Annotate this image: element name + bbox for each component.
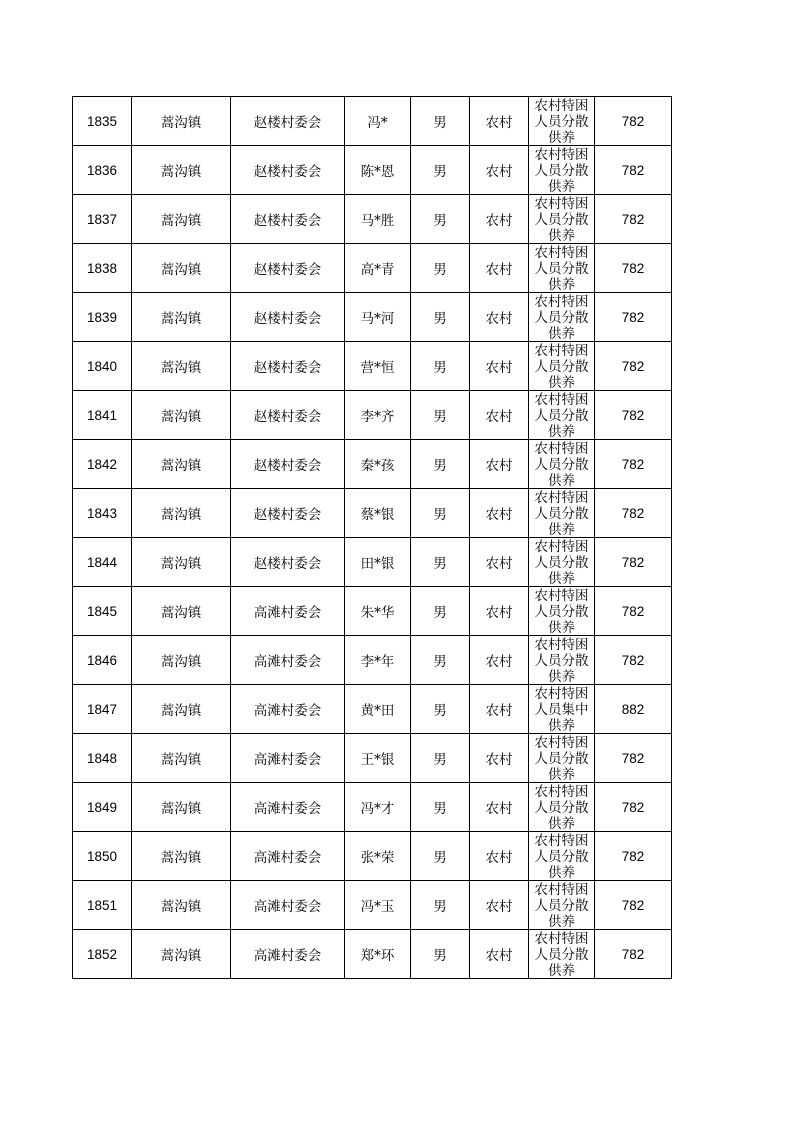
town-cell: 蒿沟镇	[132, 930, 231, 979]
village-committee-cell: 赵楼村委会	[231, 244, 345, 293]
village-committee-cell: 高滩村委会	[231, 783, 345, 832]
support-type-text: 农村特困人员分散供养	[534, 147, 589, 194]
person-name-cell: 王*银	[345, 734, 411, 783]
support-type-text: 农村特困人员分散供养	[534, 539, 589, 586]
village-committee-cell: 赵楼村委会	[231, 538, 345, 587]
gender-cell: 男	[411, 930, 470, 979]
table-row	[73, 97, 672, 146]
gender-cell: 男	[411, 832, 470, 881]
serial-number-cell: 1837	[73, 195, 132, 244]
village-committee-cell: 赵楼村委会	[231, 195, 345, 244]
person-name-cell: 秦*孩	[345, 440, 411, 489]
person-name-cell: 营*恒	[345, 342, 411, 391]
amount-cell: 782	[595, 832, 672, 881]
person-name-cell: 李*年	[345, 636, 411, 685]
table-row	[73, 783, 672, 832]
gender-cell: 男	[411, 783, 470, 832]
serial-number-cell: 1849	[73, 783, 132, 832]
town-cell: 蒿沟镇	[132, 587, 231, 636]
gender-cell: 男	[411, 440, 470, 489]
support-type-cell	[529, 342, 595, 391]
roster-body	[73, 97, 672, 979]
support-type-cell	[529, 146, 595, 195]
table-row	[73, 538, 672, 587]
town-cell: 蒿沟镇	[132, 832, 231, 881]
gender-cell: 男	[411, 489, 470, 538]
town-cell: 蒿沟镇	[132, 97, 231, 146]
table-row	[73, 930, 672, 979]
person-name-cell: 朱*华	[345, 587, 411, 636]
support-type-text: 农村特困人员分散供养	[534, 735, 589, 782]
amount-cell: 782	[595, 734, 672, 783]
support-type-cell	[529, 391, 595, 440]
support-type-text: 农村特困人员分散供养	[534, 833, 589, 880]
support-type-text: 农村特困人员分散供养	[534, 441, 589, 488]
person-name-cell: 马*河	[345, 293, 411, 342]
person-name-cell: 冯*才	[345, 783, 411, 832]
town-cell: 蒿沟镇	[132, 881, 231, 930]
area-cell: 农村	[470, 930, 529, 979]
support-type-text: 农村特困人员分散供养	[534, 392, 589, 439]
village-committee-cell: 高滩村委会	[231, 587, 345, 636]
serial-number-cell: 1841	[73, 391, 132, 440]
gender-cell: 男	[411, 538, 470, 587]
support-type-cell	[529, 97, 595, 146]
village-committee-cell: 高滩村委会	[231, 734, 345, 783]
village-committee-cell: 赵楼村委会	[231, 342, 345, 391]
serial-number-cell: 1839	[73, 293, 132, 342]
support-type-cell	[529, 293, 595, 342]
town-cell: 蒿沟镇	[132, 146, 231, 195]
support-type-cell	[529, 832, 595, 881]
amount-cell: 882	[595, 685, 672, 734]
person-name-cell: 蔡*银	[345, 489, 411, 538]
area-cell: 农村	[470, 440, 529, 489]
person-name-cell: 张*荣	[345, 832, 411, 881]
serial-number-cell: 1852	[73, 930, 132, 979]
serial-number-cell: 1845	[73, 587, 132, 636]
town-cell: 蒿沟镇	[132, 685, 231, 734]
support-type-cell	[529, 244, 595, 293]
table-row	[73, 146, 672, 195]
town-cell: 蒿沟镇	[132, 391, 231, 440]
support-type-cell	[529, 195, 595, 244]
support-type-cell	[529, 783, 595, 832]
amount-cell: 782	[595, 489, 672, 538]
gender-cell: 男	[411, 685, 470, 734]
area-cell: 农村	[470, 538, 529, 587]
person-name-cell: 冯*	[345, 97, 411, 146]
serial-number-cell: 1850	[73, 832, 132, 881]
serial-number-cell: 1838	[73, 244, 132, 293]
village-committee-cell: 高滩村委会	[231, 930, 345, 979]
town-cell: 蒿沟镇	[132, 734, 231, 783]
amount-cell: 782	[595, 538, 672, 587]
amount-cell: 782	[595, 244, 672, 293]
amount-cell: 782	[595, 930, 672, 979]
gender-cell: 男	[411, 342, 470, 391]
gender-cell: 男	[411, 146, 470, 195]
person-name-cell: 黄*田	[345, 685, 411, 734]
village-committee-cell: 赵楼村委会	[231, 97, 345, 146]
serial-number-cell: 1847	[73, 685, 132, 734]
person-name-cell: 田*银	[345, 538, 411, 587]
area-cell: 农村	[470, 244, 529, 293]
area-cell: 农村	[470, 391, 529, 440]
support-type-cell	[529, 636, 595, 685]
village-committee-cell: 高滩村委会	[231, 685, 345, 734]
village-committee-cell: 高滩村委会	[231, 881, 345, 930]
support-type-text: 农村特困人员分散供养	[534, 931, 589, 978]
gender-cell: 男	[411, 587, 470, 636]
support-type-text: 农村特困人员分散供养	[534, 343, 589, 390]
support-type-text: 农村特困人员分散供养	[534, 490, 589, 537]
table-row	[73, 293, 672, 342]
roster-table	[72, 96, 672, 979]
support-type-text: 农村特困人员集中供养	[534, 686, 589, 733]
amount-cell: 782	[595, 97, 672, 146]
amount-cell: 782	[595, 146, 672, 195]
serial-number-cell: 1851	[73, 881, 132, 930]
gender-cell: 男	[411, 734, 470, 783]
person-name-cell: 李*齐	[345, 391, 411, 440]
table-row	[73, 734, 672, 783]
support-type-text: 农村特困人员分散供养	[534, 196, 589, 243]
serial-number-cell: 1843	[73, 489, 132, 538]
village-committee-cell: 赵楼村委会	[231, 146, 345, 195]
gender-cell: 男	[411, 391, 470, 440]
support-type-text: 农村特困人员分散供养	[534, 245, 589, 292]
table-row	[73, 440, 672, 489]
serial-number-cell: 1840	[73, 342, 132, 391]
town-cell: 蒿沟镇	[132, 636, 231, 685]
serial-number-cell: 1848	[73, 734, 132, 783]
support-type-text: 农村特困人员分散供养	[534, 294, 589, 341]
table-row	[73, 832, 672, 881]
area-cell: 农村	[470, 97, 529, 146]
area-cell: 农村	[470, 636, 529, 685]
amount-cell: 782	[595, 195, 672, 244]
town-cell: 蒿沟镇	[132, 293, 231, 342]
person-name-cell: 郑*环	[345, 930, 411, 979]
village-committee-cell: 赵楼村委会	[231, 489, 345, 538]
gender-cell: 男	[411, 97, 470, 146]
area-cell: 农村	[470, 685, 529, 734]
support-type-text: 农村特困人员分散供养	[534, 637, 589, 684]
area-cell: 农村	[470, 587, 529, 636]
area-cell: 农村	[470, 146, 529, 195]
area-cell: 农村	[470, 489, 529, 538]
support-type-cell	[529, 538, 595, 587]
town-cell: 蒿沟镇	[132, 538, 231, 587]
support-type-cell	[529, 587, 595, 636]
support-type-text: 农村特困人员分散供养	[534, 98, 589, 145]
table-row	[73, 489, 672, 538]
serial-number-cell: 1835	[73, 97, 132, 146]
person-name-cell: 高*青	[345, 244, 411, 293]
table-row	[73, 685, 672, 734]
table-row	[73, 587, 672, 636]
gender-cell: 男	[411, 881, 470, 930]
village-committee-cell: 赵楼村委会	[231, 440, 345, 489]
town-cell: 蒿沟镇	[132, 342, 231, 391]
support-type-text: 农村特困人员分散供养	[534, 882, 589, 929]
amount-cell: 782	[595, 587, 672, 636]
table-row	[73, 195, 672, 244]
table-row	[73, 244, 672, 293]
area-cell: 农村	[470, 293, 529, 342]
serial-number-cell: 1836	[73, 146, 132, 195]
area-cell: 农村	[470, 881, 529, 930]
gender-cell: 男	[411, 244, 470, 293]
area-cell: 农村	[470, 783, 529, 832]
amount-cell: 782	[595, 440, 672, 489]
support-type-text: 农村特困人员分散供养	[534, 588, 589, 635]
area-cell: 农村	[470, 832, 529, 881]
amount-cell: 782	[595, 342, 672, 391]
area-cell: 农村	[470, 342, 529, 391]
table-row	[73, 636, 672, 685]
serial-number-cell: 1844	[73, 538, 132, 587]
gender-cell: 男	[411, 636, 470, 685]
amount-cell: 782	[595, 636, 672, 685]
amount-cell: 782	[595, 783, 672, 832]
village-committee-cell: 高滩村委会	[231, 636, 345, 685]
gender-cell: 男	[411, 195, 470, 244]
serial-number-cell: 1842	[73, 440, 132, 489]
amount-cell: 782	[595, 293, 672, 342]
table-row	[73, 881, 672, 930]
town-cell: 蒿沟镇	[132, 489, 231, 538]
support-type-cell	[529, 881, 595, 930]
person-name-cell: 冯*玉	[345, 881, 411, 930]
table-row	[73, 391, 672, 440]
support-type-cell	[529, 734, 595, 783]
village-committee-cell: 赵楼村委会	[231, 391, 345, 440]
village-committee-cell: 高滩村委会	[231, 832, 345, 881]
person-name-cell: 陈*恩	[345, 146, 411, 195]
area-cell: 农村	[470, 195, 529, 244]
amount-cell: 782	[595, 391, 672, 440]
town-cell: 蒿沟镇	[132, 244, 231, 293]
support-type-cell	[529, 440, 595, 489]
support-type-cell	[529, 489, 595, 538]
gender-cell: 男	[411, 293, 470, 342]
town-cell: 蒿沟镇	[132, 783, 231, 832]
person-name-cell: 马*胜	[345, 195, 411, 244]
area-cell: 农村	[470, 734, 529, 783]
serial-number-cell: 1846	[73, 636, 132, 685]
support-type-text: 农村特困人员分散供养	[534, 784, 589, 831]
support-type-cell	[529, 685, 595, 734]
amount-cell: 782	[595, 881, 672, 930]
support-type-cell	[529, 930, 595, 979]
village-committee-cell: 赵楼村委会	[231, 293, 345, 342]
town-cell: 蒿沟镇	[132, 440, 231, 489]
town-cell: 蒿沟镇	[132, 195, 231, 244]
table-row	[73, 342, 672, 391]
